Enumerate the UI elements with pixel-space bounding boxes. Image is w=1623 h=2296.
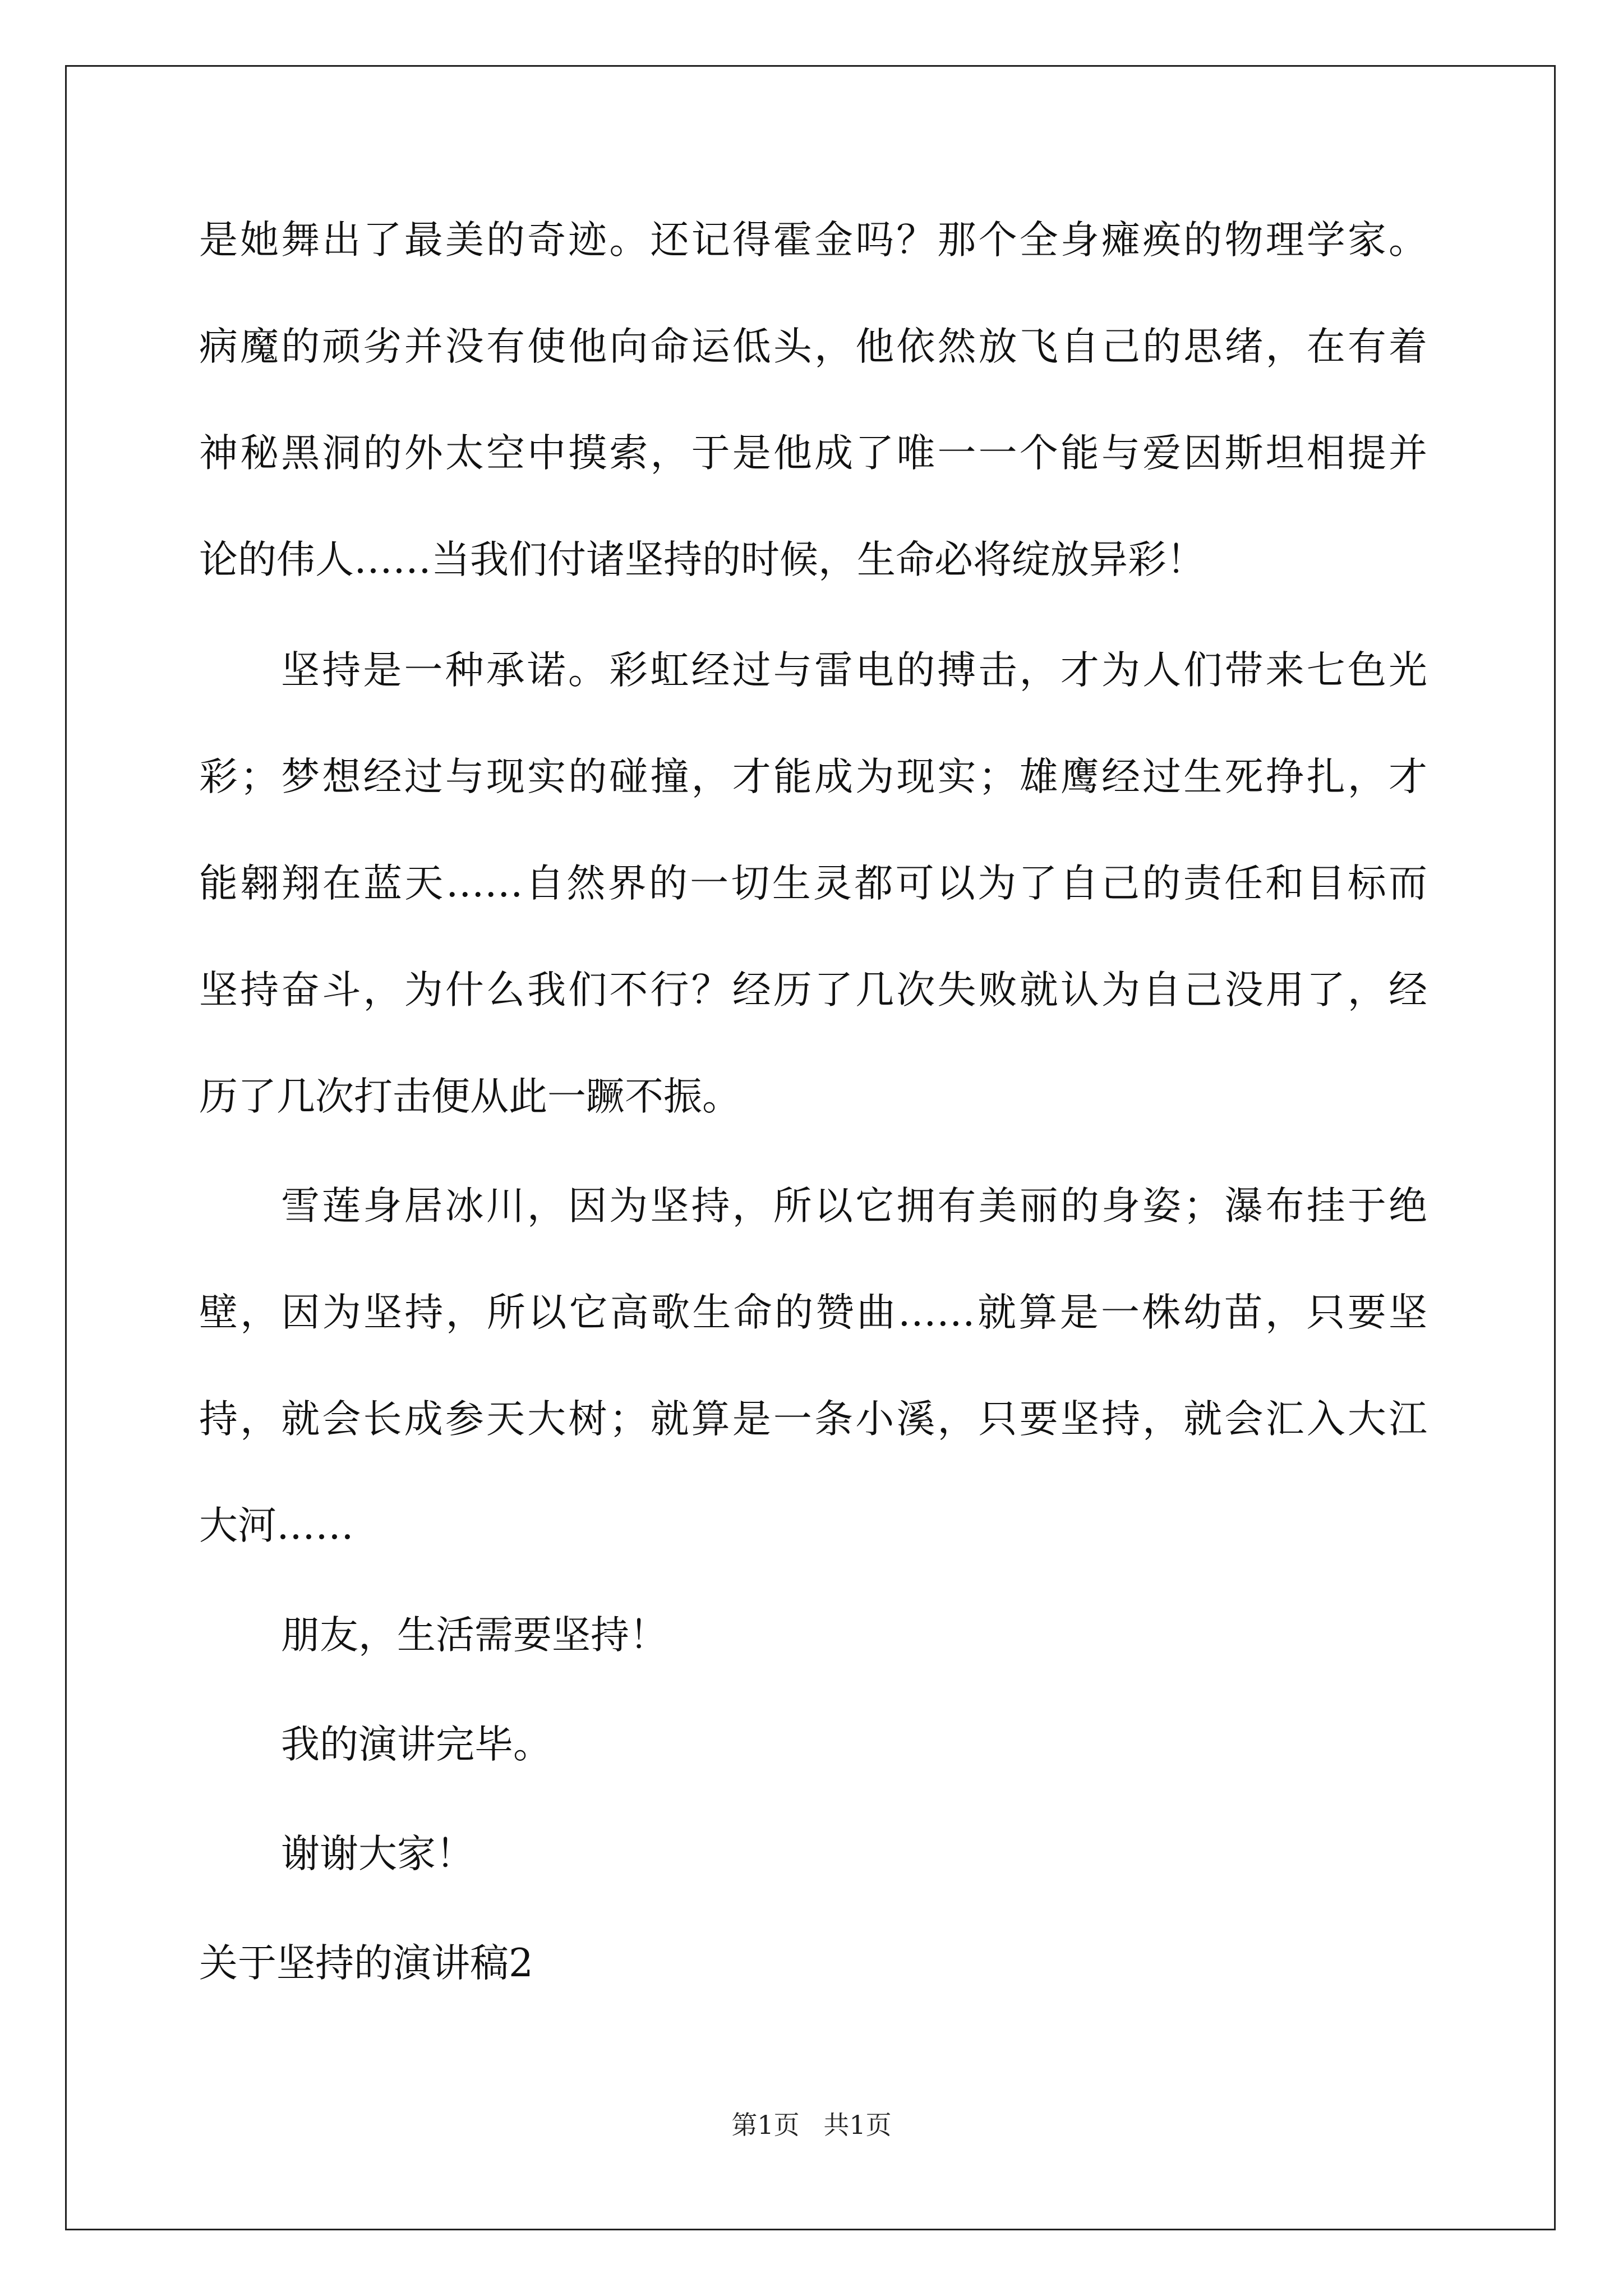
text-line: 坚持奋斗，为什么我们不行？经历了几次失败就认为自己没用了，经 bbox=[199, 968, 1427, 1013]
page-number-current: 第1页 bbox=[731, 2110, 800, 2140]
text-line: 彩；梦想经过与现实的碰撞，才能成为现实；雄鹰经过生死挣扎，才 bbox=[199, 754, 1427, 799]
text-line: 病魔的顽劣并没有使他向命运低头，他依然放飞自己的思绪，在有着 bbox=[199, 324, 1427, 369]
page-number-total: 共1页 bbox=[823, 2110, 892, 2140]
text-line: 壁，因为坚持，所以它高歌生命的赞曲……就算是一株幼苗，只要坚 bbox=[199, 1290, 1427, 1335]
text-line: 谢谢大家！ bbox=[281, 1832, 474, 1876]
section-heading: 关于坚持的演讲稿2 bbox=[199, 1941, 533, 1986]
text-line: 能翱翔在蓝天……自然界的一切生灵都可以为了自己的责任和目标而 bbox=[199, 861, 1427, 906]
text-line: 坚持是一种承诺。彩虹经过与雷电的搏击，才为人们带来七色光 bbox=[281, 648, 1427, 693]
text-line: 雪莲身居冰川，因为坚持，所以它拥有美丽的身姿；瀑布挂于绝 bbox=[281, 1184, 1427, 1228]
text-line: 历了几次打击便从此一蹶不振。 bbox=[199, 1074, 741, 1119]
text-line: 大河…… bbox=[199, 1503, 354, 1548]
text-line: 是她舞出了最美的奇迹。还记得霍金吗？那个全身瘫痪的物理学家。 bbox=[199, 218, 1427, 263]
text-line: 朋友，生活需要坚持！ bbox=[281, 1613, 668, 1658]
page-footer bbox=[0, 2108, 1623, 2142]
text-line: 论的伟人……当我们付诸坚持的时候，生命必将绽放异彩！ bbox=[199, 537, 1205, 582]
text-line: 持，就会长成参天大树；就算是一条小溪，只要坚持，就会汇入大江 bbox=[199, 1397, 1427, 1442]
page-frame bbox=[65, 65, 1556, 2230]
text-line: 我的演讲完毕。 bbox=[281, 1722, 552, 1767]
text-line: 神秘黑洞的外太空中摸索，于是他成了唯一一个能与爱因斯坦相提并 bbox=[199, 431, 1427, 476]
